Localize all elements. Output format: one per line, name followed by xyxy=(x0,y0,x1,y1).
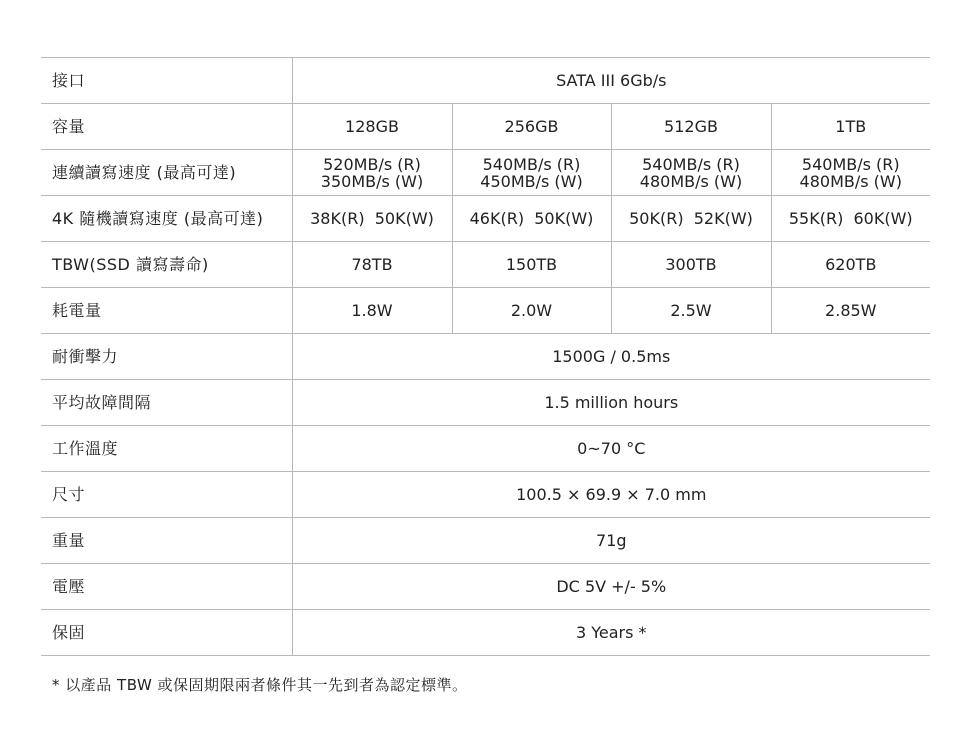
row-label-seq-speed: 連續讀寫速度 (最高可達) xyxy=(41,150,292,196)
row-label-dimensions: 尺寸 xyxy=(41,472,292,518)
row-tbw xyxy=(41,242,930,288)
row-label-warranty: 保固 xyxy=(41,610,292,656)
value-seq-speed-512gb xyxy=(611,150,771,196)
row-label-temp: 工作溫度 xyxy=(41,426,292,472)
row-temp xyxy=(41,426,930,472)
row-dimensions xyxy=(41,472,930,518)
spec-table xyxy=(41,57,930,656)
row-label-interface: 接口 xyxy=(41,58,292,104)
row-label-shock: 耐衝擊力 xyxy=(41,334,292,380)
value-warranty: 3 Years * xyxy=(292,610,930,656)
value-interface: SATA III 6Gb/s xyxy=(292,58,930,104)
footnote: * 以產品 TBW 或保固期限兩者條件其一先到者為認定標準。 xyxy=(52,676,468,694)
seq-read-512gb: 540MB/s (R) xyxy=(642,154,740,174)
row-shock xyxy=(41,334,930,380)
value-capacity-1tb: 1TB xyxy=(771,104,930,150)
value-temp: 0~70 °C xyxy=(292,426,930,472)
value-tbw-1tb: 620TB xyxy=(771,242,930,288)
value-tbw-256gb: 150TB xyxy=(452,242,611,288)
row-label-power: 耗電量 xyxy=(41,288,292,334)
seq-read-256gb: 540MB/s (R) xyxy=(482,154,581,174)
value-tbw-128gb: 78TB xyxy=(292,242,452,288)
seq-write-128gb: 350MB/s (W) xyxy=(320,171,424,191)
seq-write-512gb: 480MB/s (W) xyxy=(639,171,743,191)
row-label-tbw: TBW(SSD 讀寫壽命) xyxy=(41,242,292,288)
row-interface xyxy=(41,58,930,104)
row-weight xyxy=(41,518,930,564)
value-capacity-128gb: 128GB xyxy=(292,104,452,150)
row-label-mtbf: 平均故障間隔 xyxy=(41,380,292,426)
value-power-128gb: 1.8W xyxy=(292,288,452,334)
value-power-256gb: 2.0W xyxy=(452,288,611,334)
row-label-weight: 重量 xyxy=(41,518,292,564)
row-mtbf xyxy=(41,380,930,426)
value-power-512gb: 2.5W xyxy=(611,288,771,334)
value-weight: 71g xyxy=(292,518,930,564)
value-seq-speed-128gb xyxy=(292,150,452,196)
value-dimensions: 100.5 × 69.9 × 7.0 mm xyxy=(292,472,930,518)
row-power xyxy=(41,288,930,334)
value-random-speed-1tb: 55K(R) 60K(W) xyxy=(771,196,930,242)
seq-write-256gb: 450MB/s (W) xyxy=(480,171,583,191)
value-random-speed-512gb: 50K(R) 52K(W) xyxy=(611,196,771,242)
value-capacity-256gb: 256GB xyxy=(452,104,611,150)
row-label-capacity: 容量 xyxy=(41,104,292,150)
value-mtbf: 1.5 million hours xyxy=(292,380,930,426)
value-power-1tb: 2.85W xyxy=(771,288,930,334)
row-random-speed xyxy=(41,196,930,242)
value-seq-speed-256gb xyxy=(452,150,611,196)
value-voltage: DC 5V +/- 5% xyxy=(292,564,930,610)
seq-write-1tb: 480MB/s (W) xyxy=(799,171,902,191)
row-seq-speed xyxy=(41,150,930,196)
value-capacity-512gb: 512GB xyxy=(611,104,771,150)
row-capacity xyxy=(41,104,930,150)
row-label-random-speed: 4K 隨機讀寫速度 (最高可達) xyxy=(41,196,292,242)
seq-read-128gb: 520MB/s (R) xyxy=(323,154,421,174)
seq-read-1tb: 540MB/s (R) xyxy=(801,154,900,174)
value-shock: 1500G / 0.5ms xyxy=(292,334,930,380)
value-random-speed-128gb: 38K(R) 50K(W) xyxy=(292,196,452,242)
value-seq-speed-1tb xyxy=(771,150,930,196)
row-voltage xyxy=(41,564,930,610)
row-label-voltage: 電壓 xyxy=(41,564,292,610)
value-tbw-512gb: 300TB xyxy=(611,242,771,288)
value-random-speed-256gb: 46K(R) 50K(W) xyxy=(452,196,611,242)
row-warranty xyxy=(41,610,930,656)
